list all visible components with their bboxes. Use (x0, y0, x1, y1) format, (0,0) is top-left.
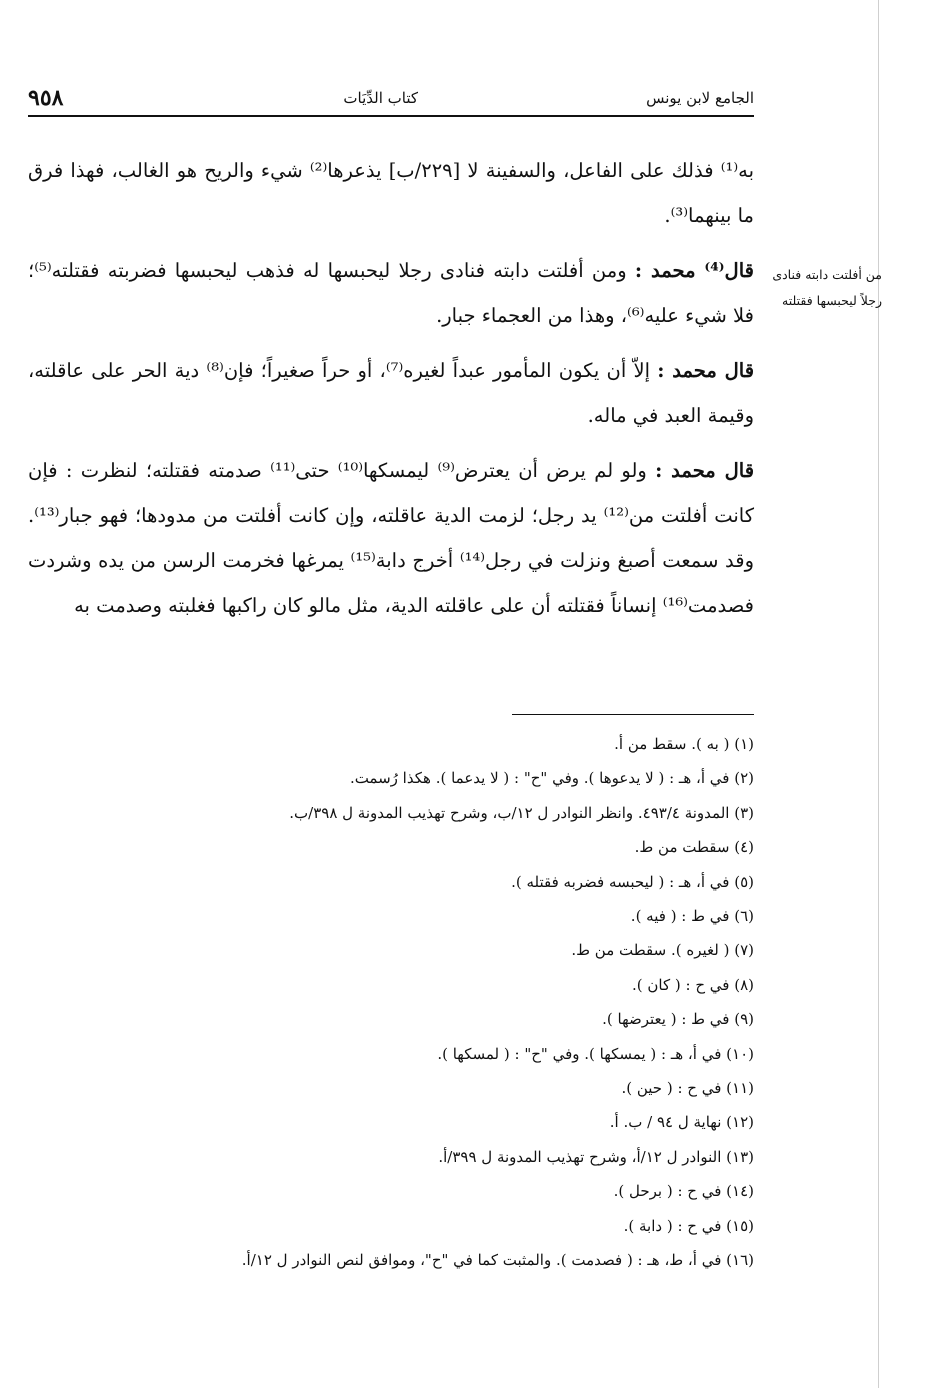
paragraph (28, 448, 754, 628)
margin-rule (878, 0, 879, 1388)
running-header (28, 86, 754, 112)
margin-note (762, 262, 882, 314)
speaker-label: قال محمد : (657, 359, 755, 382)
page-number: ٩٥٨ (28, 85, 64, 111)
footnote: (١٠) في أ، هـ : ( يمسكها ). وفي "ح" : ( لمسكها ). (437, 1044, 754, 1063)
footnote: (١٣) النوادر ل ١٢/أ، وشرح تهذيب المدونة ل ٣٩٩/أ. (438, 1147, 754, 1166)
footnote: (١) ( به ). سقط من أ. (614, 735, 754, 753)
chapter-title: كتاب الدِّيَات (343, 89, 418, 107)
book-title: الجامع لابن يونس (646, 89, 754, 107)
footnote: (٧) ( لغيره ). سقطت من ط. (571, 941, 754, 960)
footnote: (٣) المدونة ٤٩٣/٤. وانظر النوادر ل ١٢/ب، وشرح تهذيب المدونة ل ٣٩٨/ب. (289, 803, 754, 822)
main-text (28, 148, 754, 638)
speaker-label: قال محمد : (655, 459, 755, 482)
paragraph-text: ومن أفلتت دابته فنادى رجلا ليحبسها له فذهب ليحبسها فضربته فقتلته⁽⁵⁾؛ فلا شيء عليه⁽⁶⁾، وهذا من العجماء جبار. (28, 259, 754, 327)
footnote: (١٥) في ح : ( دابة ). (623, 1216, 754, 1235)
footnote: (٩) في ط : ( يعترضها ). (602, 1010, 754, 1029)
margin-note-line: من أفلتت دابته فنادى (772, 267, 882, 282)
paragraph-text: به⁽¹⁾ فذلك على الفاعل، والسفينة لا [٢٢٩/ب] يذعرها⁽²⁾ شيء والريح هو الغالب، فهذا فرق ما بينهما⁽³⁾. (28, 159, 754, 227)
paragraph (28, 148, 754, 238)
paragraph (28, 348, 754, 438)
footnote: (٦) في ط : ( فيه ). (630, 907, 754, 926)
footnotes (28, 727, 754, 1278)
footnote: (٨) في ح : ( كان ). (632, 975, 754, 994)
paragraph-text: إلاّ أن يكون المأمور عبداً لغيره⁽⁷⁾، أو حراً صغيراً؛ فإن⁽⁸⁾ دية الحر على عاقلته، وقيمة العبد في ماله. (28, 359, 754, 427)
footnote: (٥) في أ، هـ : ( ليحبسه فضربه فقتله ). (511, 872, 754, 891)
speaker-label: قال⁽⁴⁾ محمد : (634, 259, 754, 282)
paragraph (28, 248, 754, 338)
margin-note-line: رجلاً ليحبسها فقتلته (782, 293, 882, 308)
footnote: (٢) في أ، هـ : ( لا يدعوها ). وفي "ح" : ( لا يدعما ). هكذا رُسمت. (349, 769, 754, 788)
footnote-rule (512, 714, 754, 715)
footnote: (١٢) نهاية ل ٩٤ / ب. أ. (609, 1113, 754, 1132)
footnote: (١١) في ح : ( حين ). (621, 1079, 754, 1098)
footnote: (١٦) في أ، ط، هـ : ( فصدمت ). والمثبت كما في "ح"، وموافق لنص النوادر ل ١٢/أ. (241, 1251, 754, 1270)
header-rule (28, 115, 754, 117)
paragraph-text: ولو لم يرض أن يعترض⁽⁹⁾ ليمسكها⁽¹⁰⁾ حتى⁽¹¹⁾ صدمته فقتلته؛ لنظرت : فإن كانت أفلتت من⁽¹²⁾ يد رجل؛ لزمت الدية عاقلته، وإن كانت أفلتت من مدودها؛ فهو جبار⁽¹³⁾. وقد سمعت أصبغ ونزلت في رجل⁽¹⁴⁾ أخرج دابة⁽¹⁵⁾ يمرغها فخرمت الرسن من يده وشردت فصدمت⁽¹⁶⁾ إنساناً فقتلته أن على عاقلته الدية، مثل مالو كان راكبها فغلبته وصدمت به (28, 459, 754, 617)
footnote: (٤) سقطت من ط. (634, 838, 754, 857)
footnote: (١٤) في ح : ( برحل ). (613, 1182, 754, 1201)
